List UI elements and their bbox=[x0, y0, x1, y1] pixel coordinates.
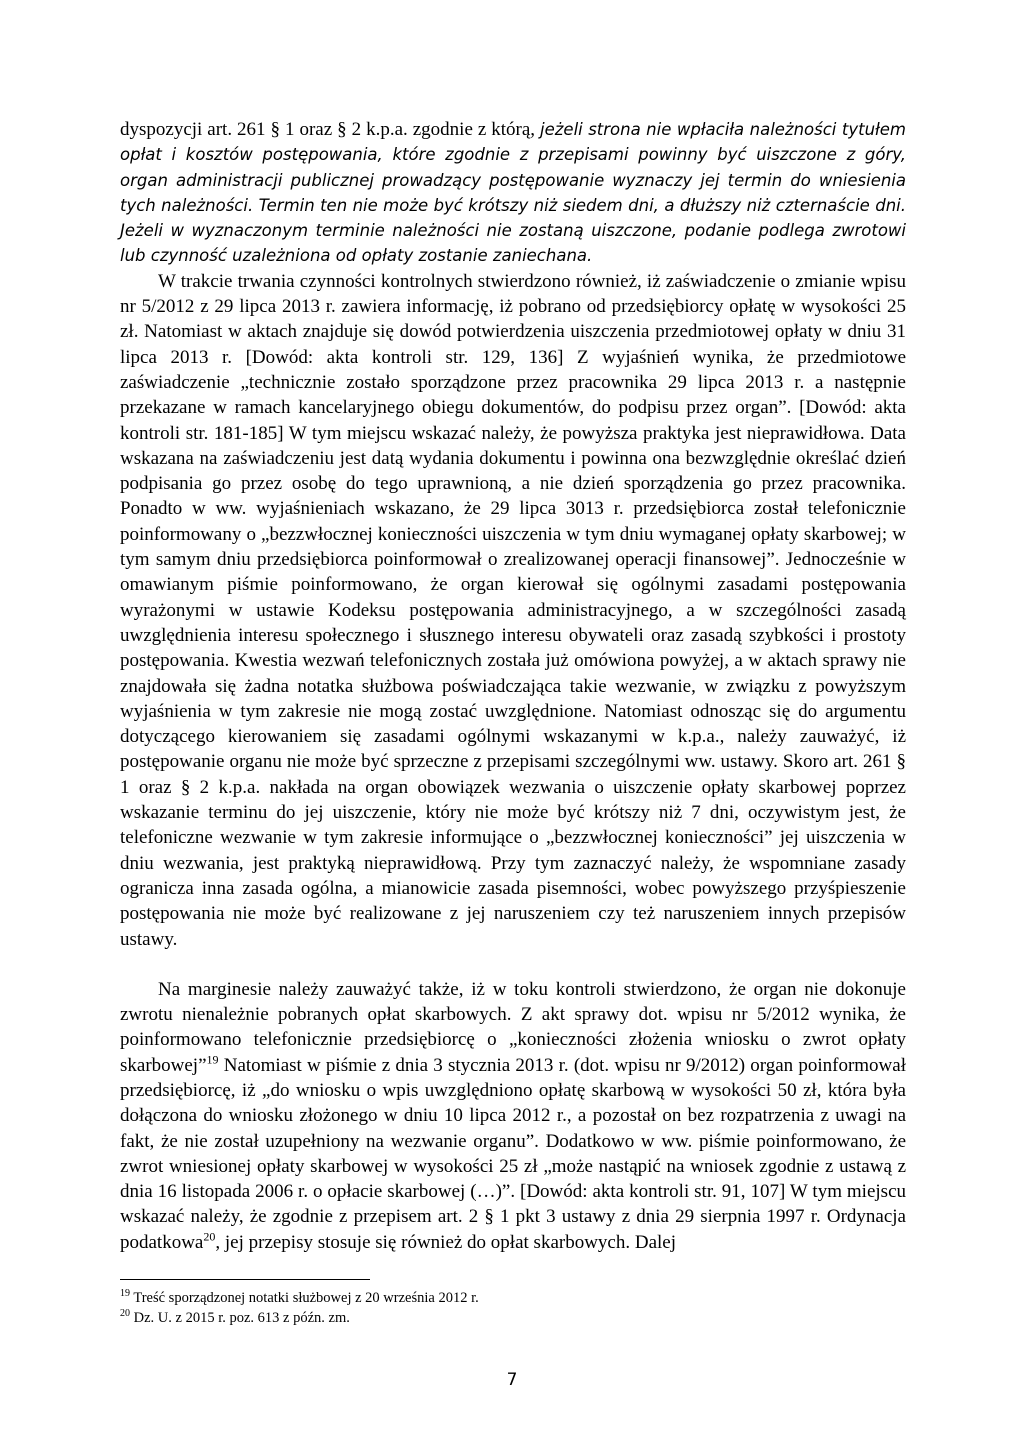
paragraph-refunds bbox=[120, 977, 906, 1255]
paragraph-refunds-text-3: , jej przepisy stosuje się również do opłat skarbowych. Dalej bbox=[215, 1231, 677, 1253]
paragraph-findings: W trakcie trwania czynności kontrolnych stwierdzono również, iż zaświadczenie o zmianie wpisu nr 5/2012 z 29 lipca 2013 r. zawiera informację, iż pobrano od przedsiębiorcy opłatę w wysokości 25 zł. Natomiast w aktach znajduje się dowód potwierdzenia uiszczenia przedmiotowej opłaty w dniu 31 lipca 2013 r. [Dowód: akta kontroli str. 129, 136] Z wyjaśnień wynika, że przedmiotowe zaświadczenie „technicznie zostało sporządzone przez pracownika 29 lipca 2013 r. a następnie przekazane w ramach kancelaryjnego obiegu dokumentów, do podpisu przez organ”. [Dowód: akta kontroli str. 181-185] W tym miejscu wskazać należy, że powyższa praktyka jest nieprawidłowa. Data wskazana na zaświadczeniu jest datą wydania dokumentu i powinna ona bezwzględnie określać dzień podpisania go przez osobę do tego uprawnioną, a nie dzień sporządzenia go przez pracownika. Ponadto w ww. wyjaśnieniach wskazano, że 29 lipca 3013 r. przedsiębiorca został telefonicznie poinformowany o „bezzwłocznej konieczności uiszczenia w tym dniu wymaganej opłaty skarbowej; w tym samym dniu przedsiębiorca poinformował o zrealizowanej operacji finansowej”. Jednocześnie w omawianym piśmie poinformowano, że organ kierował się ogólnymi zasadami postępowania wyrażonymi w ustawie Kodeksu postępowania administracyjnego, a w szczególności zasadą uwzględnienia interesu społecznego i słusznego interesu obywateli oraz zasadą szybkości i prostoty postępowania. Kwestia wezwań telefonicznych została już omówiona powyżej, a w aktach sprawy nie znajdowała się żadna notatka służbowa poświadczająca takie wezwanie, w związku z powyższym wyjaśnienia w tym zakresie nie mogą zostać uwzględnione. Natomiast odnosząc się do argumentu dotyczącego kierowaniem się zasadami ogólnymi wskazanymi w k.p.a., należy zauważyć, iż postępowanie organu nie może być sprzeczne z przepisami szczególnymi ww. ustawy. Skoro art. 261 § 1 oraz § 2 k.p.a. nakłada na organ obowiązek wezwania o uiszczenie opłaty skarbowej poprzez wskazanie terminu do jej uiszczenie, który nie może być krótszy niż 7 dni, oczywistym jest, że telefoniczne wezwanie w tym zakresie informujące o „bezzwłocznej konieczności” jej uiszczenia w dniu wezwania, jest praktyką nieprawidłową. Przy tym zaznaczyć należy, że wspomniane zasady ogranicza inna zasada ogólna, a mianowicie zasada pisemności, wobec powyższego przyśpieszenie postępowania nie może być realizowane z jej naruszeniem czy też naruszeniem innych przepisów ustawy. bbox=[120, 270, 906, 950]
footnote-separator bbox=[120, 1279, 370, 1280]
footnote bbox=[120, 1288, 906, 1308]
footnote-ref-20: 20 bbox=[203, 1229, 216, 1244]
paragraph-refunds-text-1: Na marginesie należy zauważyć także, iż w toku kontroli stwierdzono, że organ nie dokonuje zwrotu nienależnie pobranych opłat skarbowych. Z akt sprawy dot. wpisu nr 5/2012 wynika, że poinformowano telefonicznie przedsiębiorcę o „konieczności złożenia wniosku o zwrot opłaty skarbowej” bbox=[120, 978, 906, 1076]
quoted-regulation: jeżeli strona nie wpłaciła należności tytułem opłat i kosztów postępowania, które zgodnie z przepisami powinny być uiszczone z góry, organ administracji publicznej prowadzący postępowanie wyznaczy jej termin do wniesienia tych należności. Termin ten nie może być krótszy niż siedem dni, a dłuższy niż czternaście dni. Jeżeli w wyznaczonym terminie należności nie zostaną uiszczone, podanie podlega zwrotowi lub czynność uzależniona od opłaty zostanie zaniechana. bbox=[120, 120, 906, 266]
footnote-number: 20 bbox=[120, 1308, 130, 1320]
footnote-ref-19: 19 bbox=[206, 1052, 219, 1067]
footnote-text: Treść sporządzonej notatki służbowej z 20 września 2012 r. bbox=[130, 1290, 479, 1306]
body-text bbox=[120, 117, 906, 1255]
footnote bbox=[120, 1308, 906, 1328]
footnotes bbox=[120, 1288, 906, 1328]
paragraph-refunds-text-2: Natomiast w piśmie z dnia 3 stycznia 2013 r. (dot. wpisu nr 9/2012) organ poinformował przedsiębiorcę, iż „do wniosku o wpis uwzględniono opłatę skarbową w wysokości 50 zł, która była dołączona do wniosku złożonego w dniu 10 lipca 2012 r., a pozostał on bez rozpatrzenia z uwagi na fakt, że nie został uzupełniony na wezwanie organu”. Dodatkowo w ww. piśmie poinformowano, że zwrot wniesionej opłaty skarbowej w wysokości 25 zł „może nastąpić na wniosek zgodnie z ustawą z dnia 16 listopada 2006 r. o opłacie skarbowej (…)”. [Dowód: akta kontroli str. 91, 107] W tym miejscu wskazać należy, że zgodnie z przepisem art. 2 § 1 pkt 3 ustawy z dnia 29 sierpnia 1997 r. Ordynacja podatkowa bbox=[120, 1054, 906, 1253]
page-number: 7 bbox=[506, 1370, 518, 1390]
footnote-number: 19 bbox=[120, 1288, 130, 1300]
footnote-text: Dz. U. z 2015 r. poz. 613 z późn. zm. bbox=[130, 1310, 350, 1326]
paragraph-continuation bbox=[120, 117, 906, 269]
paragraph-lead: dyspozycji art. 261 § 1 oraz § 2 k.p.a. zgodnie z którą, bbox=[120, 119, 541, 140]
